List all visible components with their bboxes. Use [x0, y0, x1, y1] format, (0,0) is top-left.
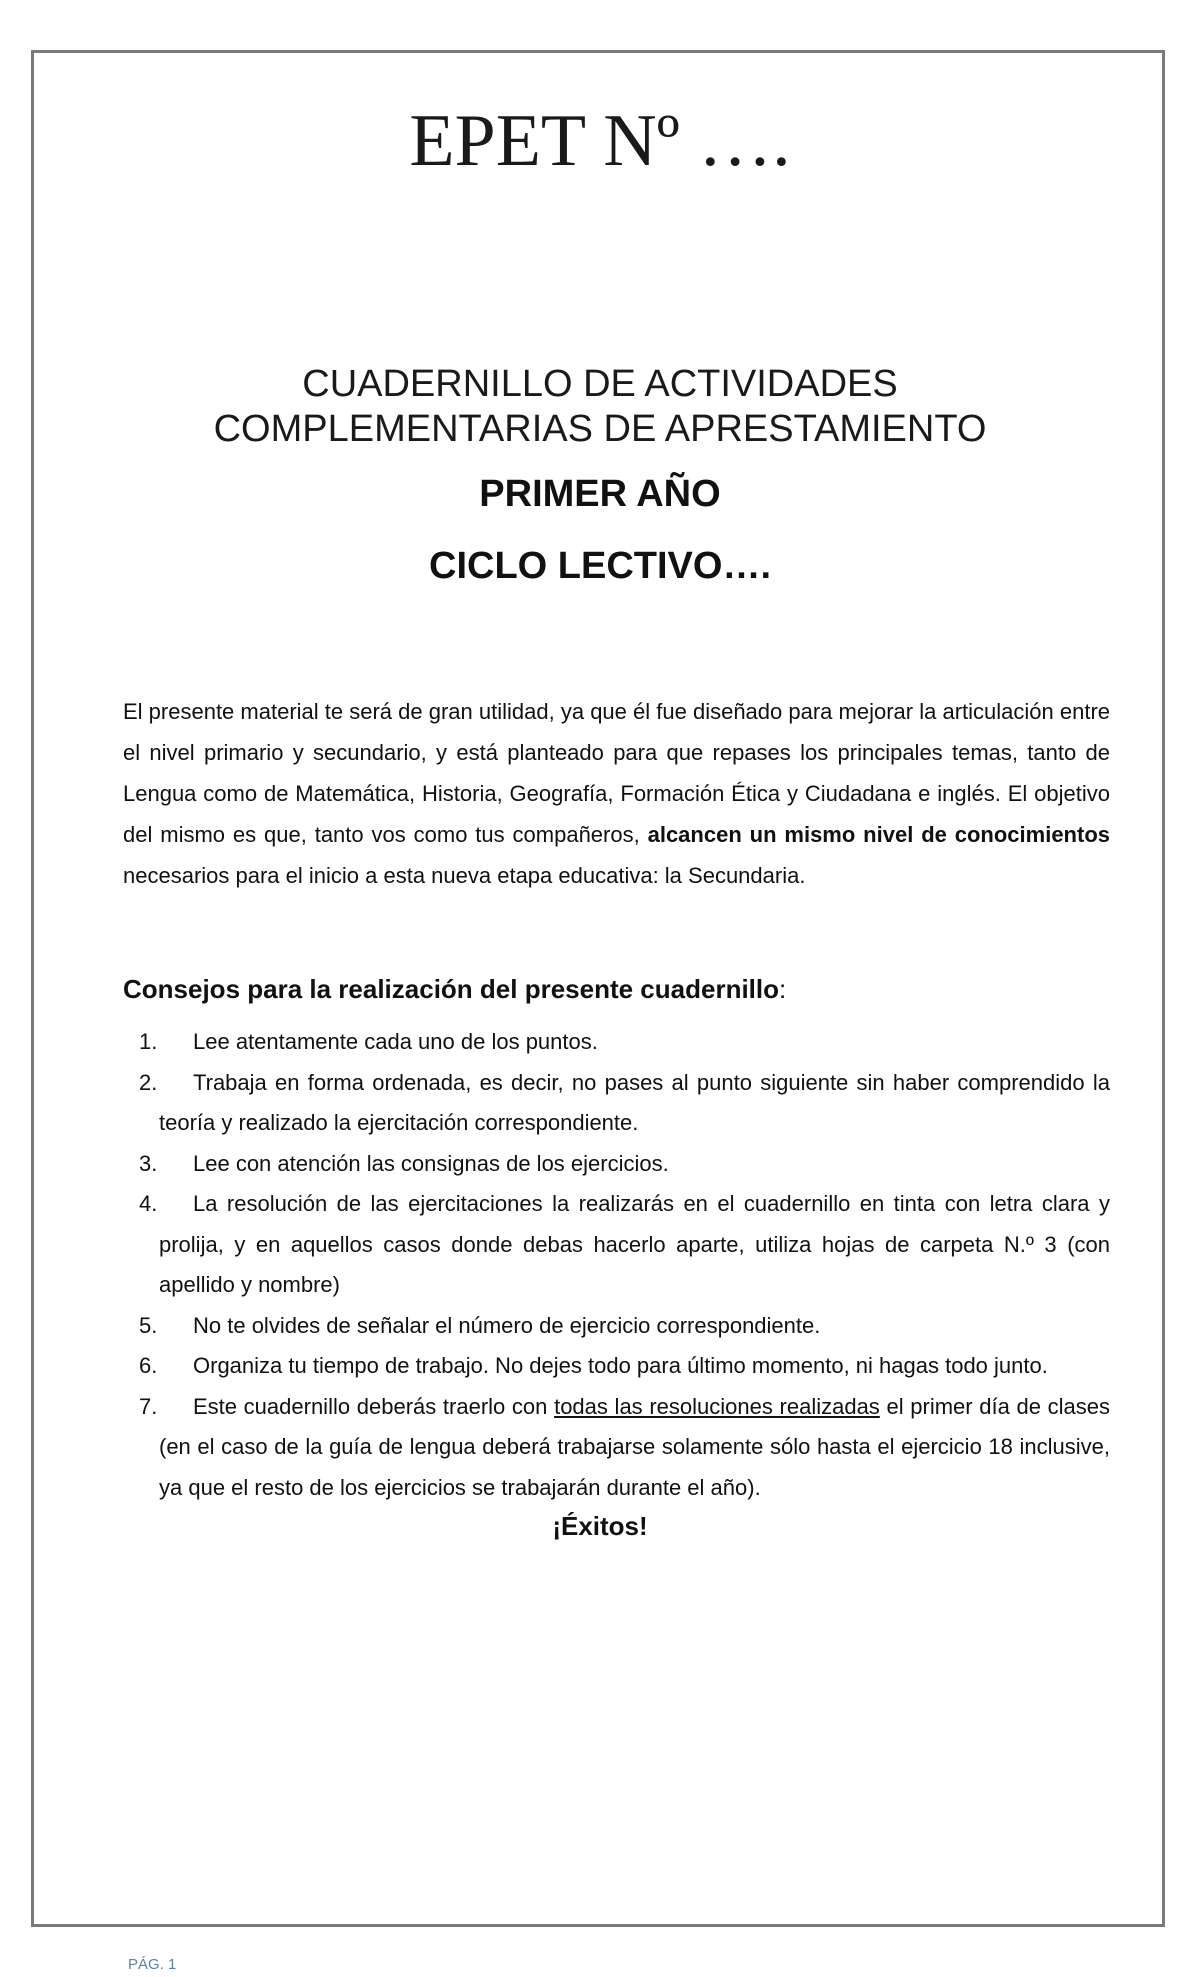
title-line-1: CUADERNILLO DE ACTIVIDADES — [302, 363, 898, 405]
advice-list — [123, 1022, 1110, 1508]
list-item-text: Organiza tu tiempo de trabajo. No dejes todo para último momento, ni hagas todo junto. — [193, 1353, 1048, 1378]
list-item-text: Trabaja en forma ordenada, es decir, no pases al punto siguiente sin haber comprendido la teoría y realizado la ejercitación correspondiente. — [159, 1069, 1110, 1135]
list-item-underlined-text: todas las resoluciones realizadas — [554, 1393, 880, 1419]
list-item-number: 2. — [139, 1069, 158, 1095]
list-item-number: 4. — [139, 1191, 158, 1216]
list-item — [123, 1144, 1110, 1185]
list-item — [123, 1184, 1110, 1306]
closing-message: ¡Éxitos! — [552, 1511, 648, 1541]
list-item-number: 6. — [139, 1353, 158, 1378]
title-line-2: COMPLEMENTARIAS DE APRESTAMIENTO — [213, 408, 987, 450]
list-item-text-after: el primer día de clases (en el caso de la guía de lengua deberá trabajarse solamente sólo hasta el ejercicio 18 inclusive, ya que el resto de los ejercicios se trabajarán durante el año). — [159, 1393, 1110, 1500]
list-item-text: La resolución de las ejercitaciones la realizarás en el cuadernillo en tinta con letra clara y prolija, y en aquellos casos donde debas hacerlo aparte, utiliza hojas de carpeta N.º 3 (con apellido y nombre) — [159, 1191, 1110, 1297]
list-item — [123, 1022, 1110, 1063]
list-item-number: 1. — [139, 1029, 158, 1054]
advice-heading-colon: : — [779, 974, 787, 1004]
school-cycle: CICLO LECTIVO…. — [429, 545, 771, 587]
list-item — [123, 1346, 1110, 1387]
page-number: PÁG. 1 — [128, 1956, 177, 1973]
school-year: PRIMER AÑO — [479, 473, 721, 515]
intro-text-1: El presente material te será de gran utilidad, ya que él fue diseñado para mejorar la articulación entre el nivel primario y secundario, y está planteado para que repases los principales temas, tanto de Lengua como de Matemática, Historia, Geografía, Formación Ética y Ciudadana e inglés. El objetivo del mismo es que, tanto vos como tus compañeros, — [123, 699, 1110, 847]
advice-heading — [123, 976, 786, 1002]
school-name: EPET Nº …. — [409, 100, 791, 182]
list-item-text-before: Este cuadernillo deberás traerlo con — [193, 1393, 555, 1419]
list-item-text: No te olvides de señalar el número de ejercicio correspondiente. — [193, 1312, 821, 1338]
intro-bold-text: alcancen un mismo nivel de conocimientos — [647, 822, 1110, 847]
list-item — [123, 1387, 1110, 1509]
list-item-text: Lee atentamente cada uno de los puntos. — [193, 1029, 598, 1054]
advice-heading-text: Consejos para la realización del presente cuadernillo — [123, 974, 780, 1004]
list-item — [123, 1306, 1110, 1347]
document-title — [0, 362, 1200, 452]
list-item-number: 3. — [139, 1150, 158, 1176]
intro-text-2: necesarios para el inicio a esta nueva etapa educativa: la Secundaria. — [123, 863, 806, 888]
list-item-text: Lee con atención las consignas de los ejercicios. — [193, 1150, 669, 1176]
list-item — [123, 1063, 1110, 1144]
list-item-number: 7. — [139, 1393, 158, 1419]
list-item-number: 5. — [139, 1312, 158, 1338]
intro-paragraph — [123, 691, 1110, 896]
